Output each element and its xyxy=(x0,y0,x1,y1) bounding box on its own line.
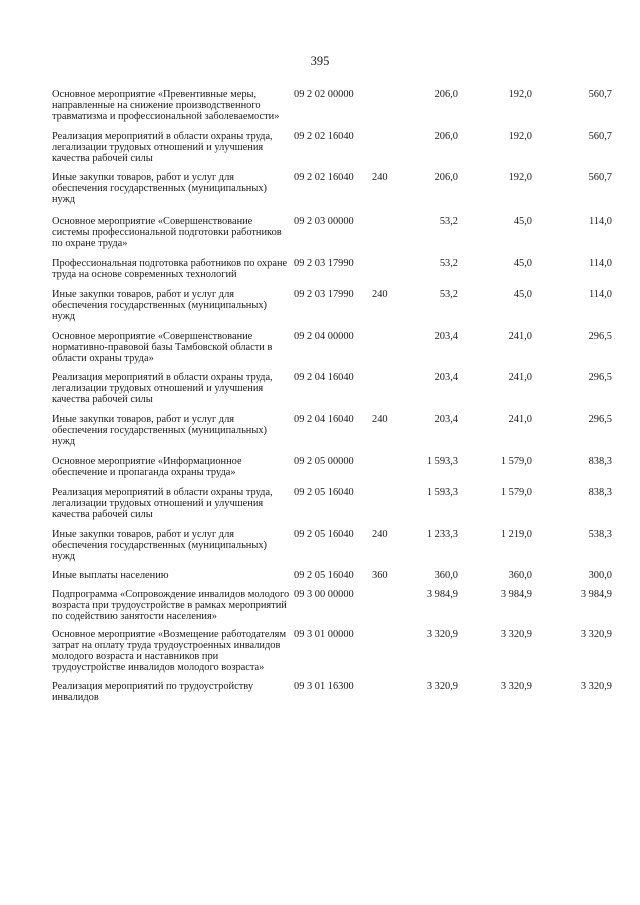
row-target-code: 09 2 05 16040 xyxy=(294,487,354,498)
table-row xyxy=(52,629,612,673)
row-expense-type: 360 xyxy=(372,570,388,581)
row-value-year1: 53,2 xyxy=(439,258,458,269)
row-value-year1: 53,2 xyxy=(439,289,458,300)
row-value-year2: 3 320,9 xyxy=(500,681,532,692)
row-value-year3: 300,0 xyxy=(588,570,612,581)
row-value-year2: 241,0 xyxy=(508,331,532,342)
row-name: Подпрограмма «Сопровождение инвалидов молодого возраста при трудоустройстве в рамках мероприятий по содействию занятости населения» xyxy=(52,589,290,622)
row-value-year3: 3 320,9 xyxy=(580,629,612,640)
row-target-code: 09 2 04 16040 xyxy=(294,372,354,383)
row-name: Иные закупки товаров, работ и услуг для обеспечения государственных (муниципальных) нужд xyxy=(52,414,268,447)
table-row xyxy=(52,258,612,280)
row-target-code: 09 3 00 00000 xyxy=(294,589,354,600)
row-value-year2: 192,0 xyxy=(508,172,532,183)
row-value-year2: 3 320,9 xyxy=(500,629,532,640)
row-value-year1: 3 320,9 xyxy=(426,681,458,692)
row-value-year2: 45,0 xyxy=(513,289,532,300)
row-value-year1: 206,0 xyxy=(434,131,458,142)
row-name: Основное мероприятие «Превентивные меры, направленные на снижение производственного травматизма и профессиональной заболеваемости» xyxy=(52,89,280,122)
row-name: Реализация мероприятий в области охраны труда, легализации трудовых отношений и улучшения качества рабочей силы xyxy=(52,487,273,520)
row-value-year2: 45,0 xyxy=(513,216,532,227)
row-target-code: 09 2 02 16040 xyxy=(294,172,354,183)
row-value-year2: 1 219,0 xyxy=(500,529,532,540)
row-value-year2: 192,0 xyxy=(508,131,532,142)
row-target-code: 09 2 05 16040 xyxy=(294,570,354,581)
table-row xyxy=(52,89,612,122)
row-value-year2: 360,0 xyxy=(508,570,532,581)
row-value-year1: 203,4 xyxy=(434,414,458,425)
row-name: Основное мероприятие «Совершенствование нормативно-правовой базы Тамбовской области в области охраны труда» xyxy=(52,331,273,364)
row-value-year3: 560,7 xyxy=(588,89,612,100)
row-target-code: 09 2 03 17990 xyxy=(294,289,354,300)
row-target-code: 09 3 01 16300 xyxy=(294,681,354,692)
row-value-year1: 206,0 xyxy=(434,172,458,183)
row-name: Основное мероприятие «Возмещение работодателям затрат на оплату труда трудоустроенных инвалидов молодого возраста и наставников при трудоустройстве инвалидов молодого возраста» xyxy=(52,629,287,673)
row-value-year3: 296,5 xyxy=(588,331,612,342)
row-name: Реализация мероприятий в области охраны труда, легализации трудовых отношений и улучшения качества рабочей силы xyxy=(52,131,273,164)
row-value-year1: 3 320,9 xyxy=(426,629,458,640)
row-name: Основное мероприятие «Совершенствование системы профессиональной подготовки работников по охране труда» xyxy=(52,216,282,249)
row-value-year3: 114,0 xyxy=(589,258,612,269)
row-target-code: 09 2 04 16040 xyxy=(294,414,354,425)
row-name: Иные закупки товаров, работ и услуг для обеспечения государственных (муниципальных) нужд xyxy=(52,172,268,205)
table-row xyxy=(52,131,612,164)
table-row xyxy=(52,456,612,478)
row-value-year2: 1 579,0 xyxy=(500,487,532,498)
table-row xyxy=(52,372,612,405)
row-name: Профессиональная подготовка работников по охране труда на основе современных технологий xyxy=(52,258,288,280)
row-value-year3: 3 984,9 xyxy=(580,589,612,600)
row-value-year2: 45,0 xyxy=(513,258,532,269)
row-target-code: 09 2 03 00000 xyxy=(294,216,354,227)
page-number: 395 xyxy=(310,54,330,68)
table-row xyxy=(52,589,612,622)
row-value-year3: 296,5 xyxy=(588,372,612,383)
row-value-year1: 360,0 xyxy=(434,570,458,581)
row-expense-type: 240 xyxy=(372,414,388,425)
table-row xyxy=(52,414,612,447)
table-row xyxy=(52,172,612,205)
row-value-year2: 3 984,9 xyxy=(500,589,532,600)
row-value-year1: 1 233,3 xyxy=(426,529,458,540)
row-value-year2: 192,0 xyxy=(508,89,532,100)
row-value-year1: 203,4 xyxy=(434,331,458,342)
row-target-code: 09 2 03 17990 xyxy=(294,258,354,269)
table-row xyxy=(52,529,612,562)
row-value-year1: 3 984,9 xyxy=(426,589,458,600)
row-value-year3: 838,3 xyxy=(588,487,612,498)
row-expense-type: 240 xyxy=(372,529,388,540)
row-value-year2: 241,0 xyxy=(508,372,532,383)
row-value-year2: 1 579,0 xyxy=(500,456,532,467)
row-name: Основное мероприятие «Информационное обеспечение и пропаганда охраны труда» xyxy=(52,456,242,478)
budget-table xyxy=(52,89,612,712)
row-value-year1: 203,4 xyxy=(434,372,458,383)
table-row xyxy=(52,289,612,322)
row-expense-type: 240 xyxy=(372,172,388,183)
row-target-code: 09 2 02 00000 xyxy=(294,89,354,100)
row-value-year3: 3 320,9 xyxy=(580,681,612,692)
row-value-year1: 1 593,3 xyxy=(426,487,458,498)
row-target-code: 09 2 05 16040 xyxy=(294,529,354,540)
row-target-code: 09 2 02 16040 xyxy=(294,131,354,142)
row-name: Реализация мероприятий в области охраны труда, легализации трудовых отношений и улучшения качества рабочей силы xyxy=(52,372,273,405)
row-value-year1: 1 593,3 xyxy=(426,456,458,467)
row-value-year3: 560,7 xyxy=(588,131,612,142)
table-row xyxy=(52,216,612,249)
row-value-year3: 560,7 xyxy=(588,172,612,183)
row-target-code: 09 3 01 00000 xyxy=(294,629,354,640)
table-row xyxy=(52,681,612,703)
row-name: Иные закупки товаров, работ и услуг для обеспечения государственных (муниципальных) нужд xyxy=(52,289,268,322)
table-row xyxy=(52,487,612,520)
row-name: Реализация мероприятий по трудоустройству инвалидов xyxy=(52,681,254,703)
row-name: Иные закупки товаров, работ и услуг для обеспечения государственных (муниципальных) нужд xyxy=(52,529,268,562)
table-row xyxy=(52,570,612,581)
row-value-year3: 296,5 xyxy=(588,414,612,425)
row-value-year3: 838,3 xyxy=(588,456,612,467)
row-name: Иные выплаты населению xyxy=(52,570,169,581)
row-expense-type: 240 xyxy=(372,289,388,300)
row-value-year1: 53,2 xyxy=(439,216,458,227)
row-value-year3: 114,0 xyxy=(589,289,612,300)
row-target-code: 09 2 04 00000 xyxy=(294,331,354,342)
row-value-year1: 206,0 xyxy=(434,89,458,100)
row-value-year3: 114,0 xyxy=(589,216,612,227)
row-value-year2: 241,0 xyxy=(508,414,532,425)
table-row xyxy=(52,331,612,364)
row-target-code: 09 2 05 00000 xyxy=(294,456,354,467)
row-value-year3: 538,3 xyxy=(588,529,612,540)
